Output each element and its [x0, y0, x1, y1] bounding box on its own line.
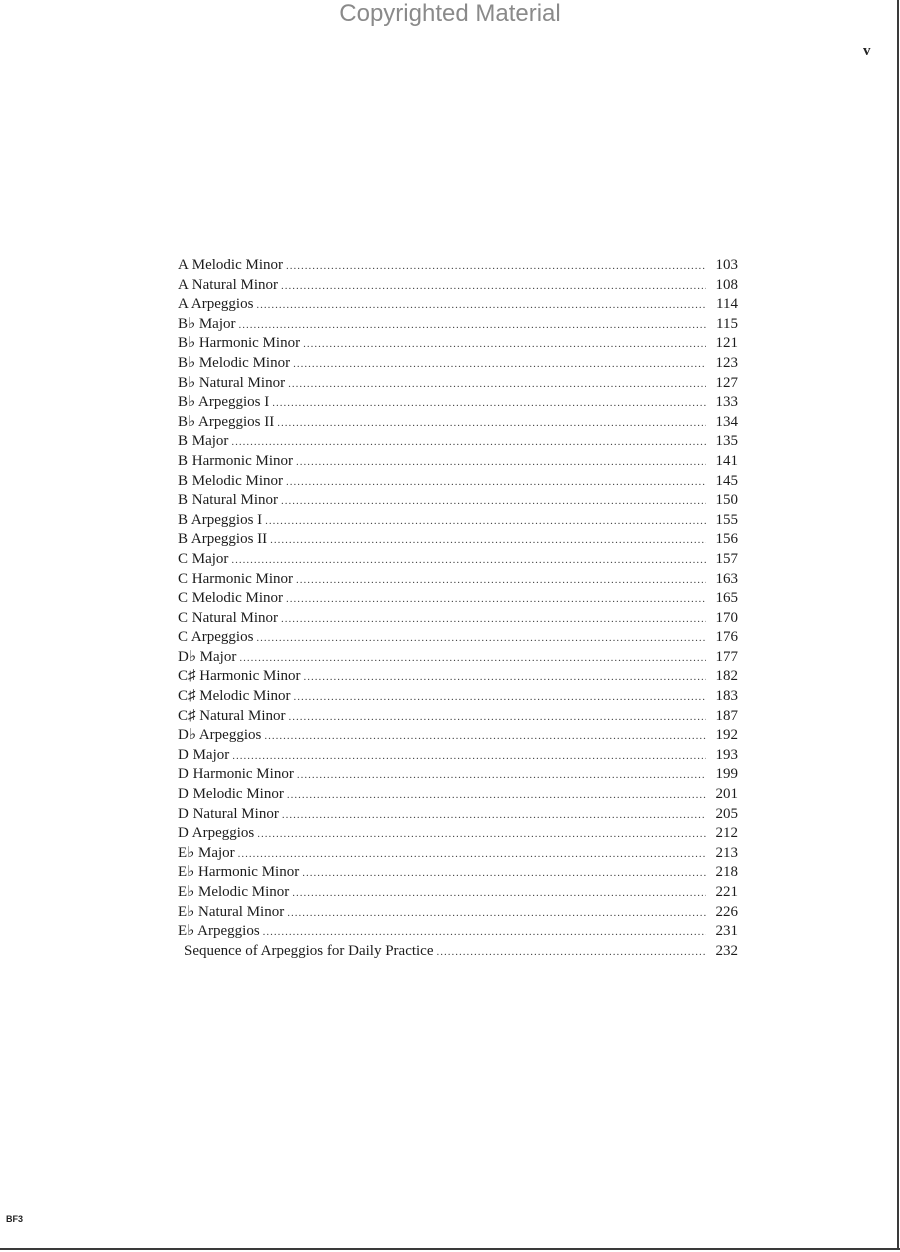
toc-entry-page: 115 — [716, 315, 738, 332]
toc-entry-page: 193 — [715, 746, 738, 763]
toc-entry-page: 150 — [715, 492, 738, 509]
toc-dot-leader — [303, 335, 706, 355]
toc-entry[interactable] — [178, 295, 738, 315]
toc-entry[interactable] — [178, 570, 738, 590]
toc-entry-title: D Major — [178, 746, 230, 763]
toc-entry-page: 182 — [715, 668, 738, 685]
toc-entry[interactable] — [178, 511, 738, 531]
toc-entry-page: 232 — [715, 942, 738, 959]
toc-entry-page: 201 — [715, 786, 738, 803]
toc-dot-leader — [296, 571, 706, 591]
toc-entry[interactable] — [178, 883, 738, 903]
toc-entry-title: E♭ Harmonic Minor — [178, 864, 300, 881]
toc-entry[interactable] — [178, 687, 738, 707]
toc-entry-page: 221 — [715, 884, 738, 900]
toc-entry-page: 199 — [715, 766, 738, 783]
toc-dot-leader — [239, 649, 706, 669]
toc-entry[interactable] — [178, 334, 738, 354]
toc-entry-title: C Arpeggios — [178, 629, 254, 646]
toc-dot-leader — [297, 766, 706, 786]
toc-dot-leader — [286, 473, 706, 493]
toc-entry-title: C♯ Melodic Minor — [178, 688, 291, 705]
toc-entry[interactable] — [178, 276, 738, 296]
toc-entry[interactable] — [178, 315, 738, 335]
toc-entry[interactable] — [178, 452, 738, 472]
toc-entry-page: 205 — [715, 805, 738, 822]
toc-entry-page: 212 — [715, 825, 738, 842]
toc-entry-title: D♭ Arpeggios — [178, 727, 262, 744]
toc-dot-leader — [263, 923, 706, 943]
toc-entry-title: B Arpeggios I — [178, 511, 263, 528]
toc-dot-leader — [265, 512, 706, 532]
toc-entry[interactable] — [178, 824, 738, 844]
toc-entry-page: 218 — [715, 864, 738, 881]
toc-entry-page: 157 — [715, 550, 738, 567]
toc-entry-title: B Natural Minor — [178, 492, 278, 509]
toc-entry-page: 155 — [715, 511, 738, 528]
toc-entry-title: C♯ Natural Minor — [178, 707, 286, 724]
toc-entry-page: 127 — [715, 374, 738, 391]
toc-entry-page: 213 — [715, 844, 738, 861]
page-number: v — [863, 43, 871, 59]
toc-entry[interactable] — [178, 922, 738, 942]
toc-dot-leader — [281, 610, 706, 630]
toc-entry[interactable] — [178, 805, 738, 825]
toc-entry-title: B♭ Major — [178, 315, 236, 332]
toc-entry-page: 135 — [715, 433, 738, 450]
toc-entry[interactable] — [178, 374, 738, 394]
toc-entry-title: C Harmonic Minor — [178, 570, 293, 587]
toc-entry-title: A Natural Minor — [178, 276, 278, 293]
toc-entry-title: B Melodic Minor — [178, 472, 283, 489]
toc-entry[interactable] — [178, 256, 738, 276]
toc-dot-leader — [287, 904, 706, 924]
toc-dot-leader — [238, 845, 706, 865]
toc-entry[interactable] — [178, 765, 738, 785]
toc-dot-leader — [281, 492, 706, 512]
toc-entry-page: 177 — [715, 648, 738, 665]
toc-entry-page: 187 — [715, 707, 738, 724]
toc-dot-leader — [270, 531, 706, 551]
toc-entry-title: B Major — [178, 433, 229, 450]
toc-entry-title: D♭ Major — [178, 648, 237, 665]
toc-dot-leader — [303, 668, 706, 688]
toc-entry-title: A Melodic Minor — [178, 257, 283, 273]
toc-dot-leader — [277, 414, 706, 434]
toc-entry-title: B♭ Natural Minor — [178, 374, 286, 391]
toc-entry-title: C♯ Harmonic Minor — [178, 668, 301, 685]
toc-entry-title: C Natural Minor — [178, 609, 278, 626]
toc-entry-title: C Melodic Minor — [178, 590, 283, 607]
toc-entry-page: 226 — [715, 903, 738, 920]
toc-entry[interactable] — [178, 844, 738, 864]
toc-entry-title: B♭ Arpeggios II — [178, 413, 275, 430]
toc-entry-page: 103 — [715, 257, 738, 273]
toc-entry[interactable] — [178, 648, 738, 668]
toc-entry-page: 133 — [715, 394, 738, 411]
copyright-watermark: Copyrighted Material — [339, 0, 561, 27]
toc-entry-title: B♭ Melodic Minor — [178, 354, 291, 371]
toc-entry-title: D Melodic Minor — [178, 786, 284, 803]
toc-entry[interactable] — [178, 472, 738, 492]
bottom-border — [0, 1248, 900, 1250]
toc-dot-leader — [437, 943, 707, 963]
toc-entry-page: 176 — [715, 629, 738, 646]
toc-entry[interactable] — [178, 530, 738, 550]
toc-dot-leader — [288, 375, 706, 395]
toc-dot-leader — [292, 884, 706, 904]
toc-entry-title: A Arpeggios — [178, 296, 254, 313]
toc-entry-title: C Major — [178, 550, 229, 567]
toc-entry-title: B Harmonic Minor — [178, 452, 293, 469]
toc-dot-leader — [232, 747, 706, 767]
toc-entry-page: 192 — [715, 727, 738, 744]
toc-entry[interactable] — [178, 903, 738, 923]
toc-dot-leader — [281, 277, 706, 297]
toc-entry[interactable] — [178, 667, 738, 687]
toc-entry[interactable] — [178, 393, 738, 413]
toc-entry-title: D Harmonic Minor — [178, 766, 294, 783]
toc-entry-title: E♭ Major — [178, 844, 235, 861]
footer-code: BF3 — [6, 1214, 24, 1224]
toc-dot-leader — [287, 786, 706, 806]
toc-entry-page: 123 — [715, 354, 738, 371]
toc-dot-leader — [302, 864, 706, 884]
toc-entry[interactable] — [178, 589, 738, 609]
toc-entry-page: 141 — [715, 452, 738, 469]
toc-dot-leader — [264, 727, 706, 747]
toc-dot-leader — [296, 453, 706, 473]
right-border — [897, 0, 899, 1250]
toc-dot-leader — [294, 688, 707, 708]
toc-entry[interactable] — [178, 609, 738, 629]
toc-entry-title: D Arpeggios — [178, 825, 255, 842]
toc-entry-title: E♭ Natural Minor — [178, 903, 285, 920]
toc-dot-leader — [286, 590, 706, 610]
toc-entry-page: 121 — [715, 335, 738, 352]
toc-dot-leader — [231, 433, 706, 453]
toc-entry-title: Sequence of Arpeggios for Daily Practice — [184, 942, 434, 959]
toc-entry-page: 183 — [715, 688, 738, 705]
toc-entry[interactable] — [178, 354, 738, 374]
toc-entry-page: 231 — [715, 923, 738, 940]
toc-entry-title: B♭ Harmonic Minor — [178, 335, 301, 352]
toc-entry-title: D Natural Minor — [178, 805, 279, 822]
toc-entry-page: 108 — [715, 276, 738, 293]
toc-entry-title: B Arpeggios II — [178, 531, 268, 548]
toc-entry-page: 134 — [715, 413, 738, 430]
toc-entry[interactable] — [178, 550, 738, 570]
toc-entry[interactable] — [178, 863, 738, 883]
toc-entry[interactable] — [178, 785, 738, 805]
toc-entry-page: 145 — [715, 472, 738, 489]
toc-entry-title: E♭ Melodic Minor — [178, 884, 290, 900]
toc-entry-page: 165 — [715, 590, 738, 607]
toc-entry[interactable] — [178, 746, 738, 766]
toc-dot-leader — [286, 257, 706, 277]
toc-entry[interactable] — [178, 491, 738, 511]
toc-entry[interactable] — [178, 413, 738, 433]
toc-entry-page: 114 — [716, 296, 738, 313]
toc-dot-leader — [272, 394, 706, 414]
toc-dot-leader — [282, 806, 706, 826]
toc-dot-leader — [239, 316, 707, 336]
toc-entry[interactable] — [178, 942, 738, 962]
toc-dot-leader — [256, 629, 706, 649]
toc-dot-leader — [256, 296, 706, 316]
table-of-contents — [178, 256, 738, 961]
toc-entry[interactable] — [178, 707, 738, 727]
toc-entry[interactable] — [178, 432, 738, 452]
toc-dot-leader — [257, 825, 706, 845]
toc-entry[interactable] — [178, 726, 738, 746]
toc-entry-page: 170 — [715, 609, 738, 626]
toc-entry-page: 163 — [715, 570, 738, 587]
toc-entry[interactable] — [178, 628, 738, 648]
toc-dot-leader — [293, 355, 706, 375]
toc-entry-title: E♭ Arpeggios — [178, 923, 260, 940]
toc-dot-leader — [288, 708, 706, 728]
toc-entry-title: B♭ Arpeggios I — [178, 394, 270, 411]
toc-dot-leader — [231, 551, 706, 571]
toc-entry-page: 156 — [715, 531, 738, 548]
